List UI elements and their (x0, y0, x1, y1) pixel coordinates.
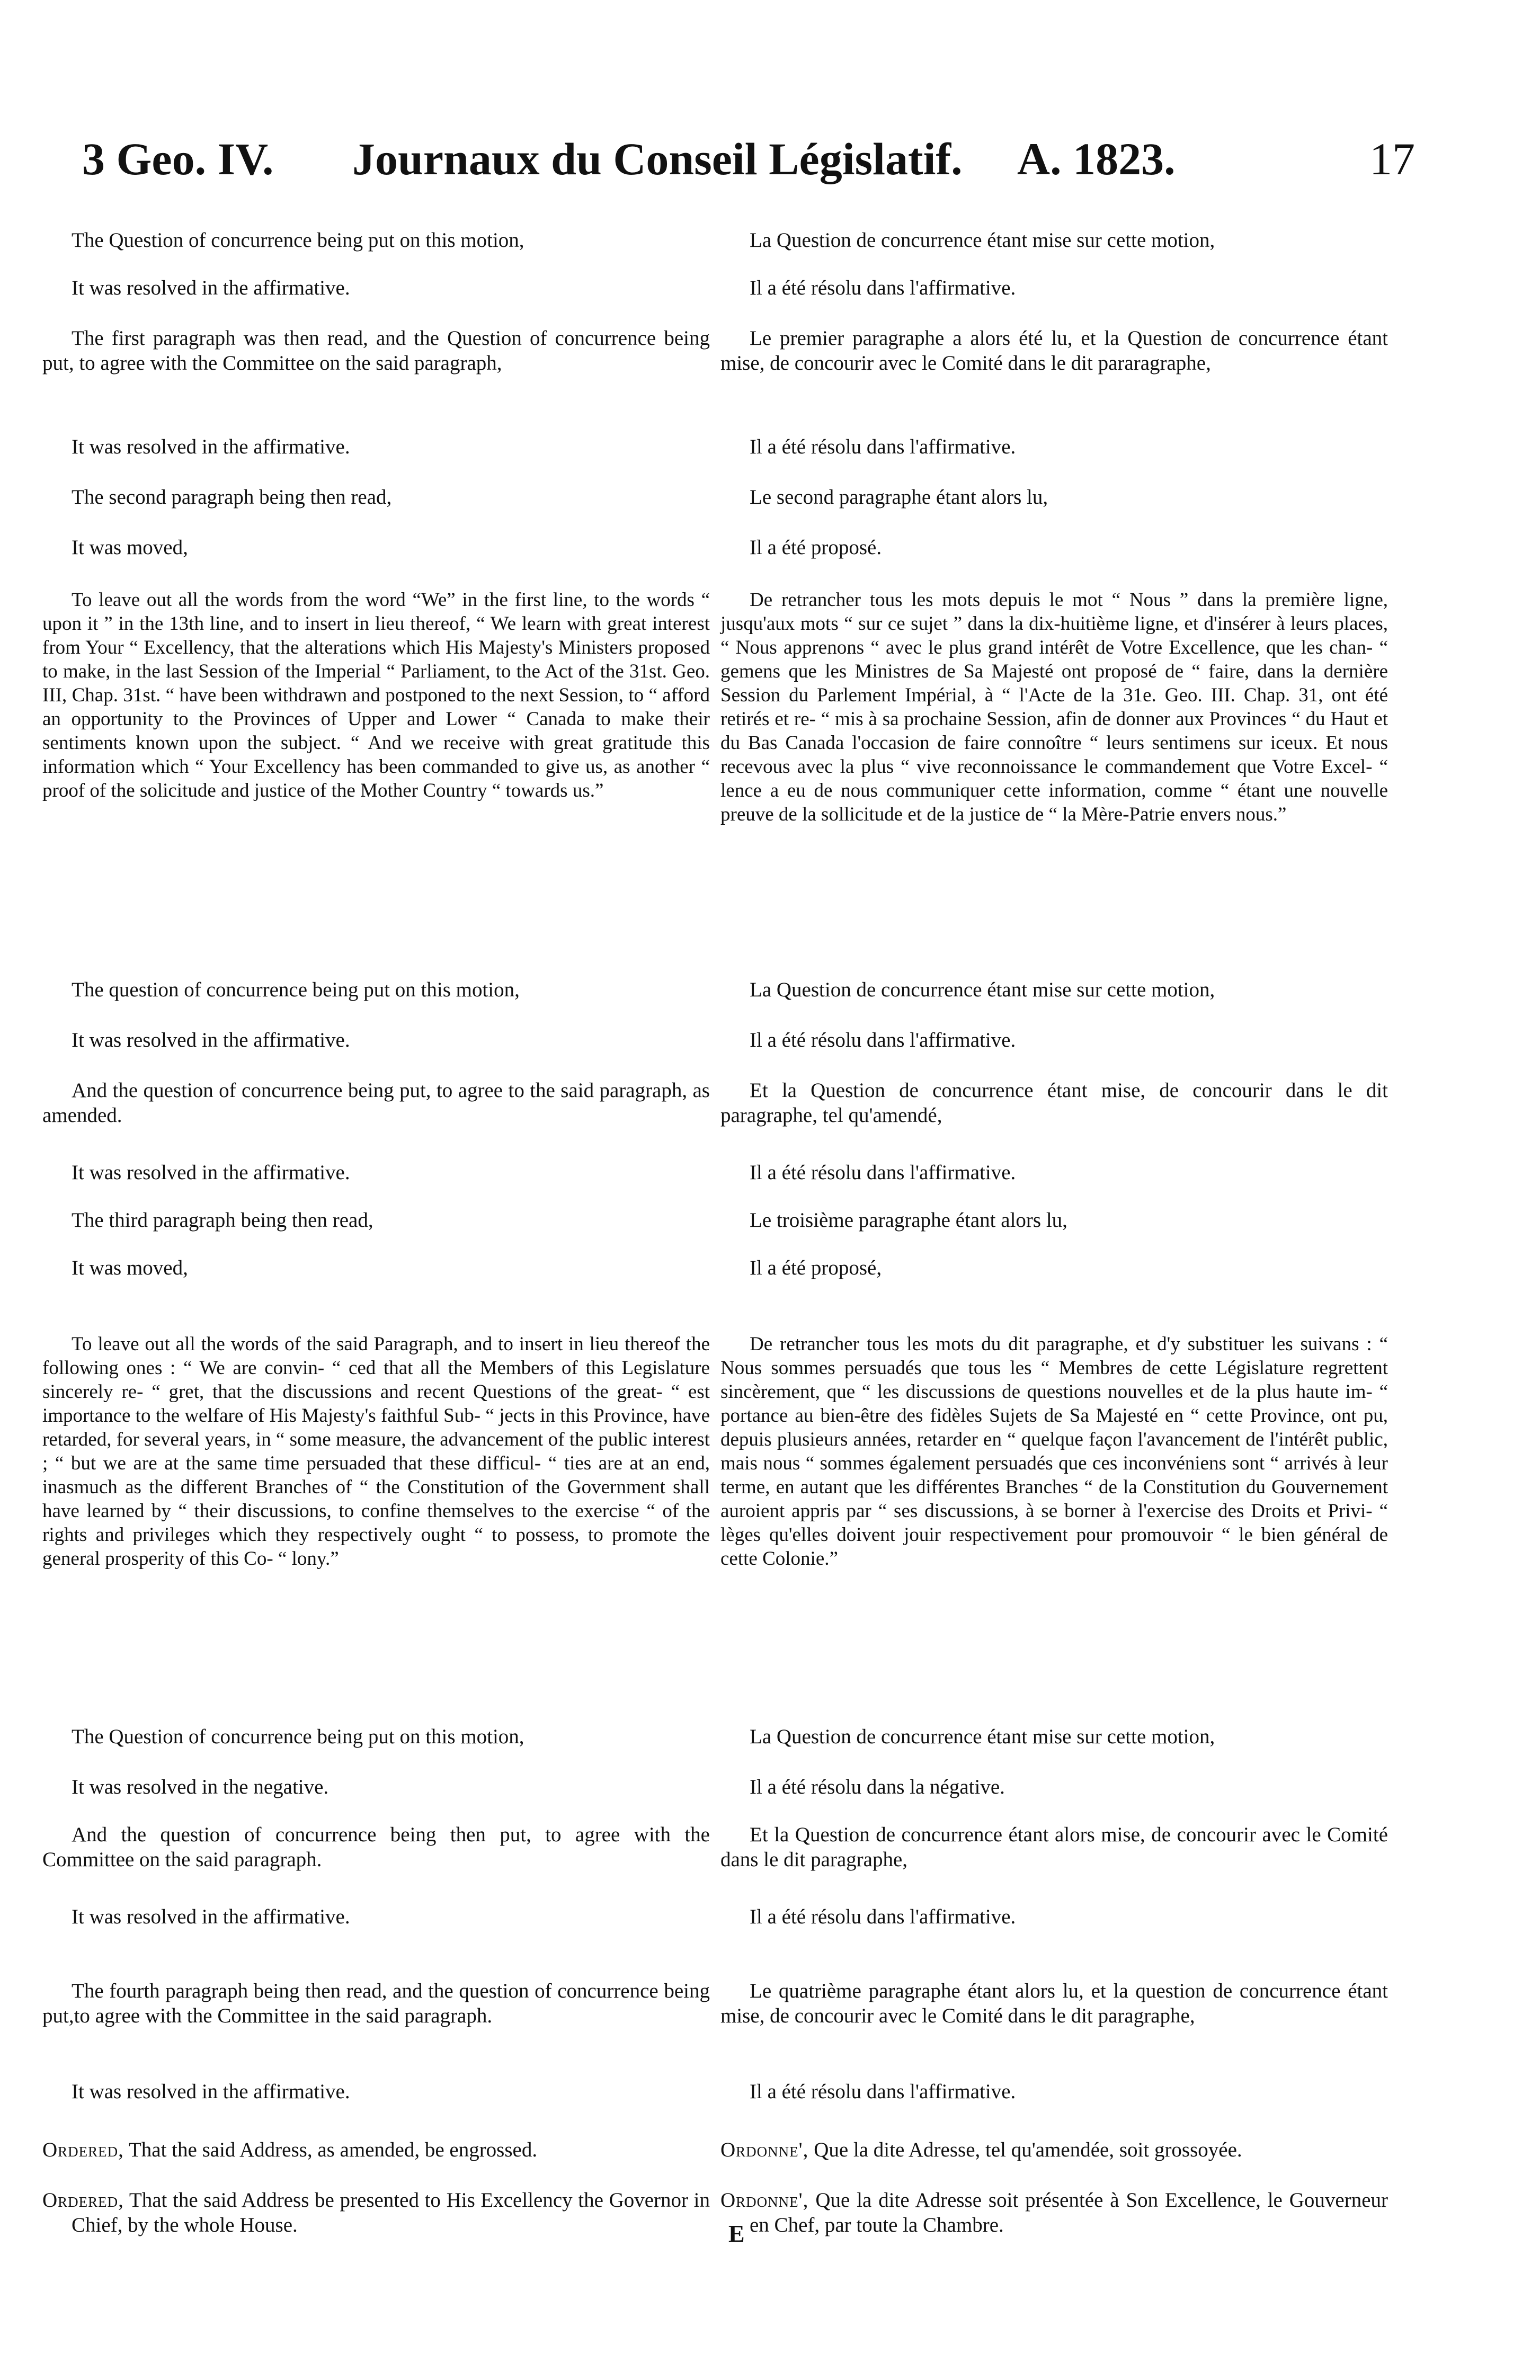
paragraph: La Question de concurrence étant mise sur cette motion, (750, 1725, 1215, 1748)
paragraph: La Question de concurrence étant mise sur cette motion, (750, 229, 1215, 252)
ordered-label: Ordered, (42, 2189, 124, 2212)
paragraph: The question of concurrence being put on this motion, (72, 978, 520, 1001)
paragraph: It was resolved in the affirmative. (72, 1161, 350, 1184)
paragraph: Il a été proposé. (750, 536, 882, 559)
ordered-text: That the said Address be presented to His Excellency the Governor in Chief, by the whole House. (72, 2189, 710, 2236)
amendment-text: To leave out all the words of the said Paragraph, and to insert in lieu thereof the following ones : “ We are convin- “ ced that all the Members of this Legislature sincerely re- “ gret, that the discussions and recent Questions of the great- “ est importance to the welfare of His Majesty's faithful Sub- “ jects in this Province, have retarded, for several years, in “ some measure, the advancement of the public interest ; “ but we are at the same time persuaded that these difficul- “ ties are at an end, inasmuch as the different Branches of “ the Constitution of the Government shall have learned by “ their discussions, to confine themselves to the exercise “ of the rights and privileges which they respectively ought “ to possess, to promote the general prosperity of this Co- “ lony.” (42, 1333, 710, 1570)
paragraph: Il a été résolu dans l'affirmative. (750, 1161, 1016, 1184)
ordered-label: Ordered, (42, 2138, 124, 2161)
paragraph: The Question of concurrence being put on this motion, (72, 1725, 524, 1748)
paragraph: It was moved, (72, 1256, 188, 1279)
ordonne-entry (720, 2188, 1388, 2238)
amendment-text: De retrancher tous les mots du dit paragraphe, et d'y substituer les suivans : “ Nous sommes persuadés que tous les “ Membres de cette Législature regrettent sincèrement, que “ les discussions de questions nouvelles et de la plus haute im- “ portance au bien-être des fidèles Sujets de Sa Majesté en “ cette Province, ont pu, depuis plusieurs années, retarder en “ quelque façon l'avancement de l'intérêt public, mais nous “ sommes également persuadés que ces inconvéniens sont “ arrivés à leur terme, en autant que les différentes Branches “ de la Constitution du Gouvernement auroient appris par “ ses discussions, à se borner à l'exercise des Droits et Privi- “ lèges qu'elles doivent jouir respectivement pour promouvoir “ le bien général de cette Colonie.” (720, 1333, 1388, 1570)
paragraph: Et la Question de concurrence étant mise, de concourir dans le dit paragraphe, tel qu'amendé, (720, 1079, 1388, 1127)
ordonne-entry (720, 2137, 1404, 2162)
paragraph: The third paragraph being then read, (72, 1209, 373, 1232)
paragraph: The fourth paragraph being then read, and the question of concurrence being put,to agree with the Committee in the said paragraph. (42, 1980, 710, 2027)
amendment-text: De retrancher tous les mots depuis le mot “ Nous ” dans la première ligne, jusqu'aux mots “ sur ce sujet ” dans la dix-huitième ligne, et d'insérer à leurs places, “ Nous apprenons “ avec le plus grand intérêt de Votre Excellence, que les chan- “ gemens que les Ministres de Sa Majesté ont proposé de “ faire, dans la dernière Session du Parlement Impérial, à “ l'Acte de la 31e. Geo. III. Chap. 31, ont été retirés et re- “ mis à sa prochaine Session, afin de donner aux Provinces “ du Haut et du Bas Canada l'occasion de faire connoître “ leurs sentimens sur iceux. Et nous recevous avec la plus “ vive reconnoissance le commandement que Votre Excel- “ lence a eu de nous communiquer cette information, comme “ étant une nouvelle preuve de la sollicitude et de la justice de “ la Mère-Patrie envers nous.” (720, 589, 1388, 825)
paragraph: Il a été résolu dans l'affirmative. (750, 2080, 1016, 2103)
paragraph: The first paragraph was then read, and the Question of concurrence being put, to agree with the Committee on the said paragraph, (42, 327, 710, 375)
paragraph: It was moved, (72, 536, 188, 559)
paragraph: Et la Question de concurrence étant alors mise, de concourir avec le Comité dans le dit paragraphe, (720, 1823, 1388, 1871)
header-title: Journaux du Conseil Législatif. (352, 133, 963, 184)
signature-mark: E (728, 2220, 745, 2247)
paragraph: It was resolved in the affirmative. (72, 435, 350, 458)
paragraph: It was resolved in the affirmative. (72, 2080, 350, 2103)
paragraph: It was resolved in the negative. (72, 1776, 329, 1798)
ordered-entry (42, 2137, 726, 2162)
paragraph: And the question of concurrence being put, to agree to the said paragraph, as amended. (42, 1079, 710, 1127)
paragraph: Il a été résolu dans l'affirmative. (750, 435, 1016, 458)
page-number: 17 (1369, 133, 1415, 184)
paragraph: And the question of concurrence being then put, to agree with the Committee on the said paragraph. (42, 1823, 710, 1871)
paragraph: Le premier paragraphe a alors été lu, et la Question de concurrence étant mise, de concourir avec le Comité dans le dit pararagraphe, (720, 327, 1388, 375)
running-header (0, 132, 1540, 196)
ordonne-label: Ordonne', (720, 2189, 809, 2212)
ordonne-text: Que la dite Adresse soit présentée à Son Excellence, le Gouverneur en Chef, par toute la Chambre. (750, 2189, 1388, 2236)
ordered-text: That the said Address, as amended, be engrossed. (128, 2138, 538, 2161)
ordonne-label: Ordonne', (720, 2138, 809, 2161)
paragraph: Il a été proposé, (750, 1256, 882, 1279)
paragraph: Il a été résolu dans l'affirmative. (750, 1905, 1016, 1928)
header-year: A. 1823. (1017, 133, 1176, 184)
paragraph: The Question of concurrence being put on this motion, (72, 229, 524, 252)
paragraph: Le troisième paragraphe étant alors lu, (750, 1209, 1067, 1232)
paragraph: Il a été résolu dans l'affirmative. (750, 277, 1016, 299)
header-reign: 3 Geo. IV. (82, 133, 274, 184)
paragraph: It was resolved in the affirmative. (72, 1905, 350, 1928)
ordered-entry (42, 2188, 710, 2238)
paragraph: Le quatrième paragraphe étant alors lu, et la question de concurrence étant mise, de concourir avec le Comité dans le dit paragraphe, (720, 1980, 1388, 2027)
paragraph: Il a été résolu dans la négative. (750, 1776, 1005, 1798)
paragraph: It was resolved in the affirmative. (72, 277, 350, 299)
paragraph: Il a été résolu dans l'affirmative. (750, 1029, 1016, 1051)
paragraph: La Question de concurrence étant mise sur cette motion, (750, 978, 1215, 1001)
paragraph: Le second paragraphe étant alors lu, (750, 486, 1048, 509)
ordonne-text: Que la dite Adresse, tel qu'amendée, soit grossoyée. (814, 2138, 1242, 2161)
paragraph: It was resolved in the affirmative. (72, 1029, 350, 1051)
amendment-text: To leave out all the words from the word “We” in the first line, to the words “ upon it ” in the 13th line, and to insert in lieu thereof, “ We learn with great interest from Your “ Excellency, that the alterations which His Majesty's Ministers proposed to make, in the last Session of the Imperial “ Parliament, to the Act of the 31st. Geo. III, Chap. 31st. “ have been withdrawn and postponed to the next Session, to “ afford an opportunity to the Provinces of Upper and Lower “ Canada to make their sentiments known upon the subject. “ And we receive with great gratitude this information which “ Your Excellency has been commanded to give us, as another “ proof of the solicitude and justice of the Mother Country “ towards us.” (42, 589, 710, 801)
paragraph: The second paragraph being then read, (72, 486, 392, 509)
